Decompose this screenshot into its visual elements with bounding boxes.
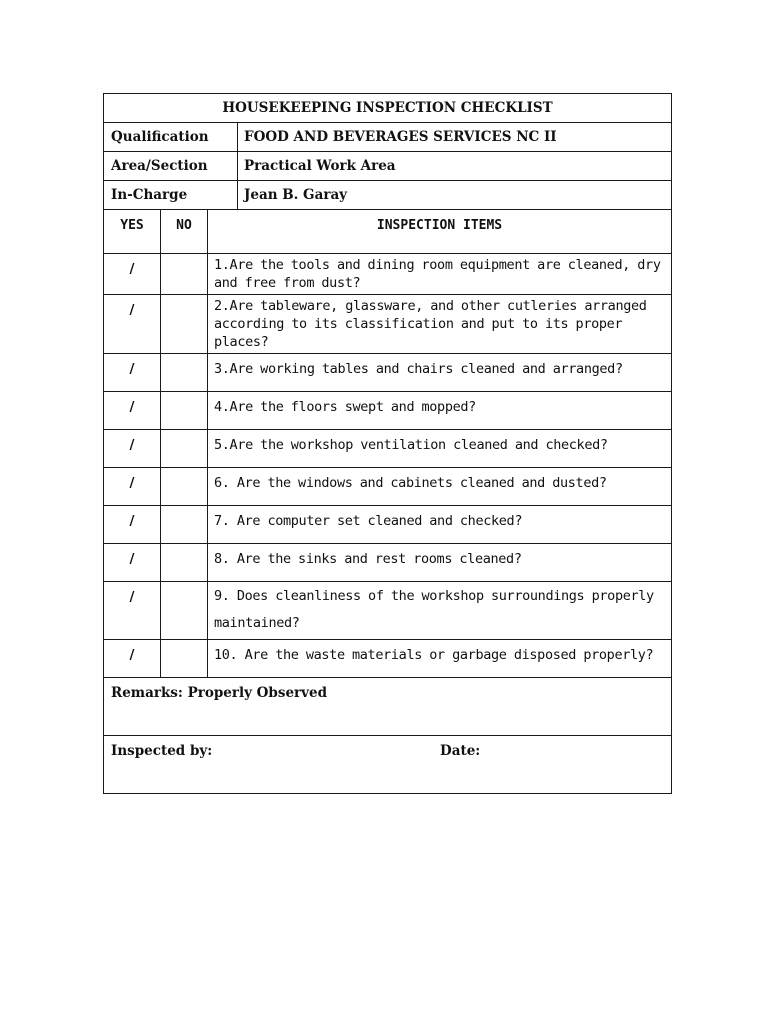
yes-checkmark: / — [104, 392, 161, 430]
inspection-item-text: 5.Are the workshop ventilation cleaned and checked? — [208, 430, 672, 468]
no-checkmark — [161, 392, 208, 430]
yes-checkmark: / — [104, 582, 161, 640]
checklist-row — [104, 295, 672, 354]
date-label: Date: — [440, 743, 481, 759]
area-value: Practical Work Area — [238, 152, 672, 181]
inspection-item-text: 8. Are the sinks and rest rooms cleaned? — [208, 544, 672, 582]
qualification-row — [104, 123, 672, 152]
inspection-item-text: 4.Are the floors swept and mopped? — [208, 392, 672, 430]
inspection-item-text: 9. Does cleanliness of the workshop surroundings properly maintained? — [208, 582, 672, 640]
title-row — [104, 94, 672, 123]
no-checkmark — [161, 506, 208, 544]
area-row — [104, 152, 672, 181]
yes-checkmark: / — [104, 506, 161, 544]
inspection-item-text: 7. Are computer set cleaned and checked? — [208, 506, 672, 544]
inspection-item-text: 6. Are the windows and cabinets cleaned and dusted? — [208, 468, 672, 506]
yes-checkmark: / — [104, 468, 161, 506]
inspected-by-label: Inspected by: — [111, 743, 213, 759]
checklist-title: HOUSEKEEPING INSPECTION CHECKLIST — [104, 94, 672, 123]
yes-checkmark: / — [104, 254, 161, 295]
in-charge-value: Jean B. Garay — [238, 181, 672, 210]
checklist-row — [104, 254, 672, 295]
yes-checkmark: / — [104, 295, 161, 354]
checklist-row — [104, 468, 672, 506]
checklist-row — [104, 354, 672, 392]
no-checkmark — [161, 640, 208, 678]
checklist-row — [104, 430, 672, 468]
inspection-item-text: 2.Are tableware, glassware, and other cutleries arranged according to its classification and put to its proper places? — [208, 295, 672, 354]
checklist-row — [104, 544, 672, 582]
area-label: Area/Section — [104, 152, 238, 181]
qualification-label: Qualification — [104, 123, 238, 152]
yes-checkmark: / — [104, 640, 161, 678]
checklist-row — [104, 506, 672, 544]
inspection-checklist-table — [103, 93, 672, 794]
remarks-row — [104, 678, 672, 736]
signature-cell — [104, 736, 672, 794]
inspection-item-text: 1.Are the tools and dining room equipment are cleaned, dry and free from dust? — [208, 254, 672, 295]
yes-checkmark: / — [104, 430, 161, 468]
no-checkmark — [161, 354, 208, 392]
qualification-value: FOOD AND BEVERAGES SERVICES NC II — [238, 123, 672, 152]
inspection-item-text: 10. Are the waste materials or garbage disposed properly? — [208, 640, 672, 678]
inspection-item-text: 3.Are working tables and chairs cleaned and arranged? — [208, 354, 672, 392]
no-column-header: NO — [161, 210, 208, 254]
checklist-row — [104, 392, 672, 430]
inspection-items-header: INSPECTION ITEMS — [208, 210, 672, 254]
column-header-row — [104, 210, 672, 254]
in-charge-row — [104, 181, 672, 210]
checklist-row — [104, 582, 672, 640]
remarks-text: Remarks: Properly Observed — [104, 678, 672, 736]
no-checkmark — [161, 295, 208, 354]
yes-column-header: YES — [104, 210, 161, 254]
signature-row — [104, 736, 672, 794]
checklist-row — [104, 640, 672, 678]
yes-checkmark: / — [104, 354, 161, 392]
no-checkmark — [161, 254, 208, 295]
in-charge-label: In-Charge — [104, 181, 238, 210]
yes-checkmark: / — [104, 544, 161, 582]
no-checkmark — [161, 468, 208, 506]
no-checkmark — [161, 582, 208, 640]
no-checkmark — [161, 544, 208, 582]
no-checkmark — [161, 430, 208, 468]
